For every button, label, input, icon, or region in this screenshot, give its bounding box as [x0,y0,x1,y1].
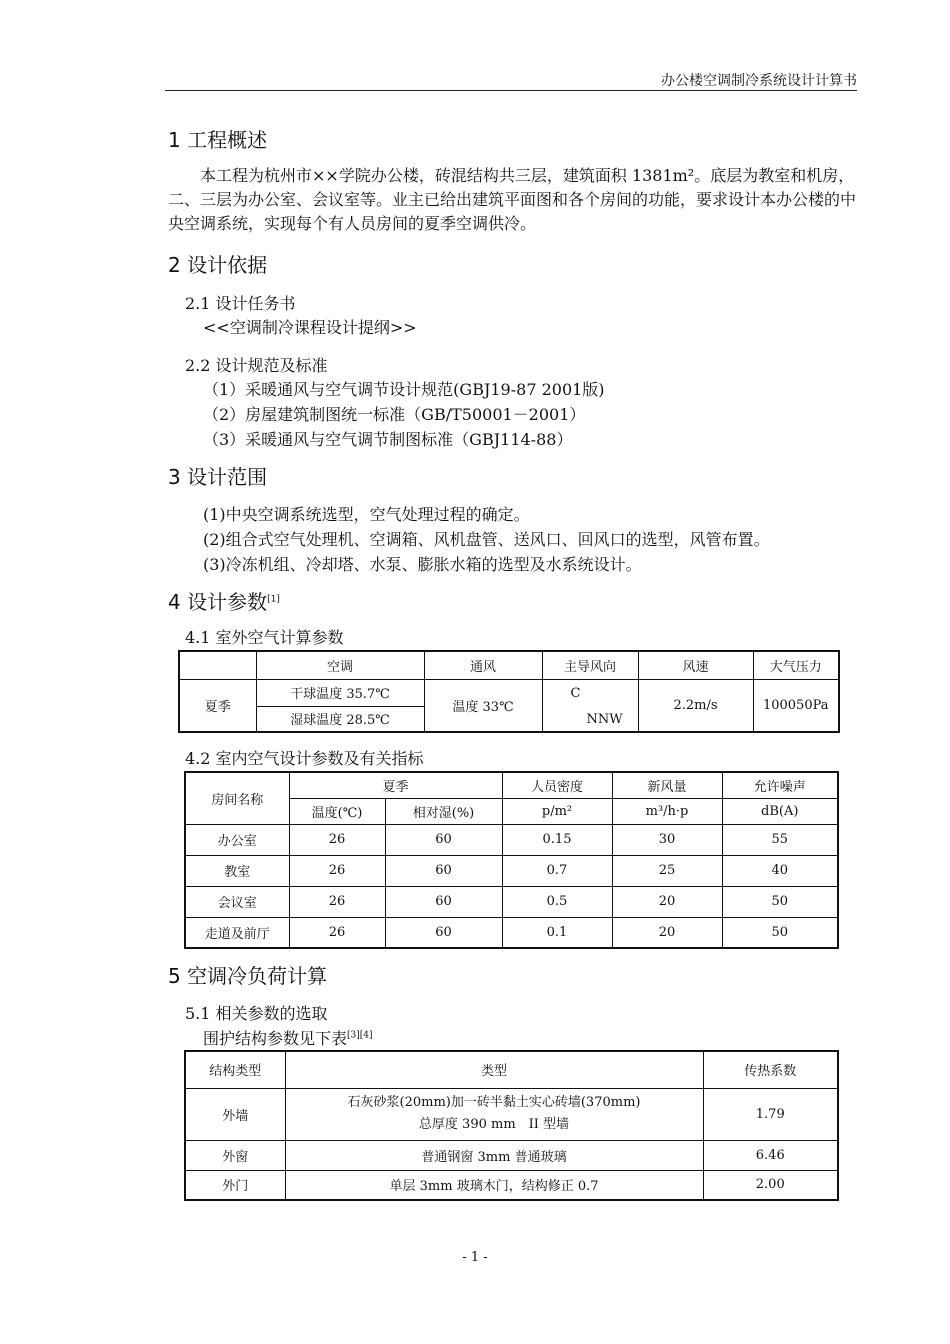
outdoor-params-table [178,650,840,733]
page-number: - 1 - [462,1250,488,1265]
rh-header-cell: 相对湿(%) [385,798,502,824]
citation-ref: [1] [267,594,280,605]
structure-type-cell: 外窗 [185,1140,285,1170]
table-cell: 0.5 [502,886,612,917]
room-name-cell: 走道及前厅 [185,917,289,948]
pressure-cell: 100050Pa [753,679,839,732]
page-header: 办公楼空调制冷系统设计计算书 [661,73,857,89]
subsection-2-2: 2.2 设计规范及标准 [185,356,328,375]
header-cell: 类型 [285,1051,703,1088]
table-header-row [185,1051,838,1088]
table-cell: 60 [385,886,502,917]
table-cell: 0.1 [502,917,612,948]
subsection-2-1-item: <<空调制冷课程设计提纲>> [203,318,417,337]
table-cell: 25 [612,855,722,886]
section-4-heading [168,586,280,615]
table-row [185,1170,838,1200]
subsection-5-1: 5.1 相关参数的选取 [185,1004,328,1023]
header-cell: 大气压力 [753,651,839,679]
table-cell: 26 [289,917,385,948]
table-header-row [185,772,838,798]
room-header-cell: 房间名称 [185,772,289,824]
temp-header-cell: 温度(℃) [289,798,385,824]
table-cell: 50 [722,917,838,948]
k-value-cell: 6.46 [703,1140,838,1170]
header-cell: 主导风向 [542,651,638,679]
table-cell: 60 [385,824,502,855]
table-cell: 26 [289,824,385,855]
standard-item: （2）房屋建筑制图统一标准（GB/T50001－2001） [203,405,586,424]
header-cell: 传热系数 [703,1051,838,1088]
summer-header-cell: 夏季 [289,772,502,798]
section-1-heading: 1 工程概述 [168,128,268,152]
table-row [185,824,838,855]
dry-bulb-cell: 干球温度 35.7℃ [256,679,424,706]
table-cell: 20 [612,917,722,948]
header-cell [179,651,256,679]
envelope-table [184,1050,839,1201]
structure-desc-cell: 单层 3mm 玻璃木门，结构修正 0.7 [285,1170,703,1200]
room-name-cell: 会议室 [185,886,289,917]
subsection-5-1-line [203,1026,373,1049]
table-row [185,855,838,886]
ventilation-cell: 温度 33℃ [424,679,542,732]
k-value-cell: 2.00 [703,1170,838,1200]
standard-item: （1）采暖通风与空气调节设计规范(GBJ19-87 2001版) [203,380,605,399]
indoor-params-table [184,771,839,949]
room-name-cell: 教室 [185,855,289,886]
standard-item: （3）采暖通风与空气调节制图标准（GBJ114-88） [203,430,573,449]
scope-item: (1)中央空调系统选型，空气处理过程的确定。 [203,505,530,524]
table-cell: 0.7 [502,855,612,886]
section-5-heading: 5 空调冷负荷计算 [168,964,328,988]
section-1-paragraph: 本工程为杭州市××学院办公楼，砖混结构共三层，建筑面积 1381m²。底层为教室和机房，二、三层为办公室、会议室等。业主已给出建筑平面图和各个房间的功能，要求设计本办公楼的中央空调系统，实现每个有人员房间的夏季空调供冷。 [168,166,857,233]
section-4-title: 4 设计参数 [168,590,268,614]
table-1-title: 4.1 室外空气计算参数 [185,628,344,647]
header-cell: 空调 [256,651,424,679]
table-cell: 60 [385,855,502,886]
table-cell: 0.15 [502,824,612,855]
section-2-heading: 2 设计依据 [168,253,268,277]
table-cell: 30 [612,824,722,855]
desc-line: 石灰砂浆(20mm)加一砖半黏土实心砖墙(370mm) [347,1095,641,1110]
structure-desc-cell [285,1088,703,1140]
header-divider [165,90,857,91]
table-2-title: 4.2 室内空气设计参数及有关指标 [185,749,424,768]
table-row [185,886,838,917]
citation-ref: [3][4] [347,1030,373,1041]
fresh-air-header-cell: 新风量 [612,772,722,798]
room-name-cell: 办公室 [185,824,289,855]
density-header-cell: 人员密度 [502,772,612,798]
envelope-note: 围护结构参数见下表 [203,1029,348,1048]
header-cell: 通风 [424,651,542,679]
subsection-2-1: 2.1 设计任务书 [185,294,296,313]
table-cell: 20 [612,886,722,917]
structure-desc-cell: 普通钢窗 3mm 普通玻璃 [285,1140,703,1170]
noise-header-cell: 允许噪声 [722,772,838,798]
table-cell: 60 [385,917,502,948]
header-cell: 风速 [638,651,753,679]
desc-line: 总厚度 390 mm II 型墙 [418,1117,570,1132]
noise-unit-cell: dB(A) [722,798,838,824]
scope-item: (3)冷冻机组、冷却塔、水泵、膨胀水箱的选型及水系统设计。 [203,555,642,574]
table-cell: 26 [289,855,385,886]
table-row [185,1088,838,1140]
scope-item: (2)组合式空气处理机、空调箱、风机盘管、送风口、回风口的选型，风管布置。 [203,530,770,549]
wind-direction-1: C [570,685,581,701]
table-cell: 50 [722,886,838,917]
season-cell: 夏季 [179,679,256,732]
table-cell: 40 [722,855,838,886]
header-cell: 结构类型 [185,1051,285,1088]
table-row [185,1140,838,1170]
fresh-air-unit-cell: m³/h·p [612,798,722,824]
table-cell: 55 [722,824,838,855]
section-3-heading: 3 设计范围 [168,465,268,489]
structure-type-cell: 外门 [185,1170,285,1200]
table-row [179,679,839,706]
wet-bulb-cell: 湿球温度 28.5℃ [256,706,424,732]
table-cell: 26 [289,886,385,917]
structure-type-cell: 外墙 [185,1088,285,1140]
k-value-cell: 1.79 [703,1088,838,1140]
density-unit-cell: p/m² [502,798,612,824]
wind-speed-cell: 2.2m/s [638,679,753,732]
table-header-row [179,651,839,679]
table-row [185,917,838,948]
wind-direction-2: NNW [586,711,623,727]
wind-direction-cell [542,679,638,732]
